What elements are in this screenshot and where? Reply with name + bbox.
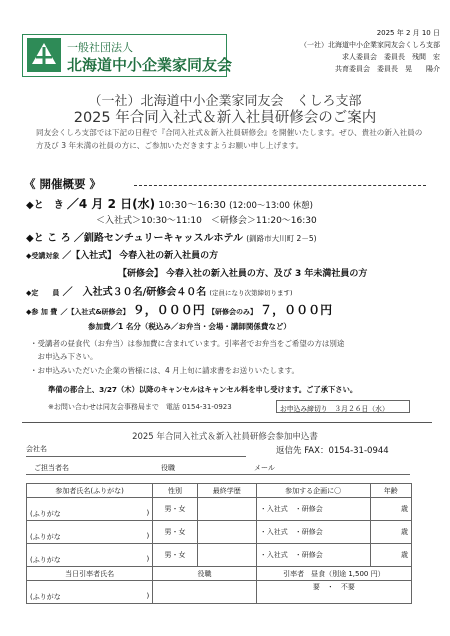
date-row (26, 195, 313, 212)
issue-date: 2025 年 2 月 10 日 (376, 29, 440, 37)
role-label: 役職 (161, 464, 175, 472)
table-row (27, 498, 412, 521)
events-cell[interactable]: ・入社式 ・研修会 (256, 498, 370, 521)
fee-row (26, 301, 332, 318)
sender-org: （一社）北海道中小企業家同友会くしろ支部 (300, 41, 440, 49)
gender-cell[interactable]: 男・女 (153, 498, 198, 521)
escort-lunch-label: 引率者 昼食（別途 1,500 円） (256, 567, 411, 581)
escort-name-cell[interactable] (27, 581, 153, 604)
target-row-2 (118, 266, 367, 279)
note-line: お申込み下さい。 (30, 352, 98, 361)
header-education: 最終学歴 (197, 484, 256, 498)
note-line: ・お申込みいただいた企業の皆様には、4 月上旬に請求書をお送りいたします。 (30, 366, 300, 375)
education-cell[interactable] (197, 498, 256, 521)
date-time: 10:30～16:30 (158, 200, 226, 211)
contact-note: ※お問い合わせは同友会事務局まで 電話 0154-31-0923 (48, 403, 232, 411)
escort-role-label: 役職 (153, 567, 256, 581)
paren-close: ) (146, 592, 150, 600)
target-row (26, 248, 218, 261)
form-divider (22, 422, 432, 423)
place-row (26, 229, 317, 244)
header-gender: 性別 (153, 484, 198, 498)
note-line: ・受講者の昼食代（お弁当）は参加費に含まれています。引率者でお弁当をご希望の方は別途 (30, 339, 345, 348)
table-header-row (27, 484, 412, 498)
age-cell[interactable]: 歳 (370, 521, 411, 544)
escort-row (27, 581, 412, 604)
participant-name-cell[interactable] (27, 498, 153, 521)
header-events: 参加する企画に〇 (256, 484, 370, 498)
fee-tag-training: 【研修会のみ】 (207, 308, 257, 316)
date-value: ／4 月 2 日(水) (66, 197, 156, 211)
participant-name-cell[interactable] (27, 544, 153, 567)
form-title: 2025 年合同入社式＆新入社員研修会参加申込書 (132, 432, 318, 442)
date-break: (12:00～13:00 休憩) (229, 201, 313, 211)
capacity-row (26, 283, 293, 298)
page-title: 2025 年合同入社式＆新入社員研修会のご案内 (73, 110, 377, 126)
contact-label: ご担当者名 (34, 464, 69, 472)
capacity-note: (定員になり次第締切ります) (209, 289, 293, 297)
logo-line1: 一般社団法人 (67, 41, 133, 54)
place-address: (釧路市大川町 2－5) (246, 234, 317, 243)
place-value: ／釧路センチュリーキャッスルホテル (73, 233, 244, 244)
sender-line: 求人委員会 委員長 残間 宏 (342, 53, 440, 61)
furigana-label: (ふりがな (30, 556, 61, 564)
education-cell[interactable] (197, 521, 256, 544)
place-label: ◆と こ ろ (26, 233, 71, 244)
title-line1: （一社）北海道中小企業家同友会 くしろ支部 (88, 94, 362, 109)
table-row (27, 521, 412, 544)
target-tag-training: 【研修会】 (118, 269, 164, 279)
paren-close: ) (146, 555, 150, 563)
logo-line2: 北海道中小企業家同友会 (67, 56, 233, 74)
fee-label: ◆参 加 費 (26, 308, 58, 316)
fee-tag-full: ／【入社式&研修会】 (60, 308, 130, 316)
paren-close: ) (146, 532, 150, 540)
fee-training: ７，０００円 (260, 303, 333, 317)
target-training: 今春入社の新入社員の方、及び 3 年未満社員の方 (165, 269, 368, 279)
gender-cell[interactable]: 男・女 (153, 521, 198, 544)
capacity-value: ／ 入社式３０名/研修会４０名 (62, 287, 207, 298)
capacity-label: ◆定 員 (26, 289, 60, 297)
fee-full: ９，０００円 (132, 303, 205, 317)
date-sub: ＜入社式＞10:30～11:10 ＜研修会＞11:20～16:30 (96, 216, 317, 226)
header-age: 年齢 (370, 484, 411, 498)
company-label: 会社名 (26, 445, 47, 453)
date-label: ◆と き (26, 200, 64, 211)
events-cell[interactable]: ・入社式 ・研修会 (256, 521, 370, 544)
target-ceremony: 今春入社の新入社員の方 (119, 251, 219, 261)
escort-name-label: 当日引率者氏名 (27, 567, 153, 581)
participant-name-cell[interactable] (27, 521, 153, 544)
overview-divider (134, 185, 426, 186)
education-cell[interactable] (197, 544, 256, 567)
gender-cell[interactable]: 男・女 (153, 544, 198, 567)
target-tag-ceremony: ／【入社式】 (62, 251, 117, 261)
organization-logo-icon (27, 38, 61, 72)
fee-note: 参加費／1 名分（税込み／お弁当・会場・講師関係費など） (88, 322, 291, 331)
fax-number: 返信先 FAX：0154-31-0944 (276, 446, 389, 456)
header-name: 参加者氏名(ふりがな) (27, 484, 153, 498)
age-cell[interactable]: 歳 (370, 544, 411, 567)
deadline-box: お申込み締切り ３月２６日（水） (276, 400, 410, 413)
escort-lunch-choice[interactable]: 要 ・ 不要 (256, 581, 411, 604)
age-cell[interactable]: 歳 (370, 498, 411, 521)
furigana-label: (ふりがな (30, 593, 61, 601)
target-label: ◆受講対象 (26, 252, 60, 260)
furigana-label: (ふりがな (30, 510, 61, 518)
furigana-label: (ふりがな (30, 533, 61, 541)
events-cell[interactable]: ・入社式 ・研修会 (256, 544, 370, 567)
escort-header-row (27, 567, 412, 581)
logo-box (22, 34, 233, 77)
paren-close: ) (146, 509, 150, 517)
overview-heading: 《 開催概要 》 (24, 177, 102, 191)
intro-text: 同友会くしろ支部では下記の日程で『合同入社式＆新入社員研修会』を開催いたします。ぜひ、貴社の新入社員の方及び 3 年未満の社員の方に、ご参加いただきますようお願い申し上げます。 (36, 128, 423, 150)
escort-role-cell[interactable] (153, 581, 256, 604)
contact-field[interactable] (26, 462, 410, 475)
cancel-note: 準備の都合上、3/27（木）以降のキャンセルはキャンセル料を申し受けます。ご了承下さい。 (48, 385, 358, 394)
mail-label: メール (254, 464, 275, 472)
participant-table (26, 483, 412, 604)
company-field[interactable] (26, 444, 246, 457)
table-row (27, 544, 412, 567)
sender-line: 共育委員会 委員長 晃 陽介 (335, 65, 440, 73)
